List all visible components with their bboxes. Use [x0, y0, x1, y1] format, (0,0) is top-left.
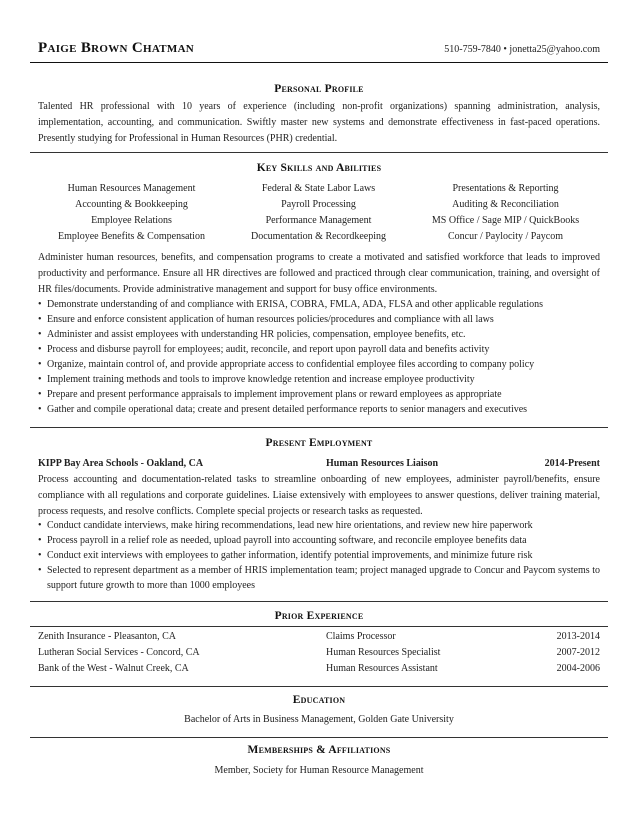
list-item	[38, 372, 600, 387]
skill-item: Federal & State Labor Laws	[261, 183, 376, 194]
job-title: Human Resources Assistant	[326, 663, 438, 674]
list-item	[38, 327, 600, 342]
list-item	[38, 518, 600, 533]
skill-item: Performance Management	[265, 215, 372, 226]
bullet-icon: •	[38, 299, 42, 310]
present-heading: Present Employment	[265, 437, 373, 449]
job-title: Human Resources Liaison	[326, 458, 439, 469]
present-summary: Process accounting and documentation-related tasks to streamline onboarding of new employees, administer payroll/benefits, ensure compliance with all regulations and corporate guidelines. Liaise extensively with employees to answer questions, deliver training material, process requests, and resolve conflicts. Complete special projects or research tasks as requested.	[38, 474, 600, 517]
bullet-icon: •	[38, 404, 42, 415]
list-item-text: Prepare and present performance appraisals to implement improvement plans or reward employees as appropriate	[47, 389, 502, 400]
list-item	[38, 297, 600, 312]
skill-item: Human Resources Management	[67, 183, 196, 194]
skill-item: Payroll Processing	[281, 199, 356, 210]
list-item	[38, 312, 600, 327]
employer-name: Lutheran Social Services - Concord, CA	[38, 647, 200, 658]
list-item	[38, 533, 600, 548]
bullet-icon: •	[38, 565, 42, 576]
candidate-name: Paige Brown Chatman	[38, 40, 195, 56]
employer-name: Bank of the West - Walnut Creek, CA	[38, 663, 189, 674]
education-heading: Education	[292, 694, 346, 706]
prior-heading: Prior Experience	[274, 610, 364, 622]
employer-name: Zenith Insurance - Pleasanton, CA	[38, 631, 177, 642]
skills-bullet-list	[38, 297, 600, 417]
skill-item: Accounting & Bookkeeping	[75, 199, 188, 210]
list-item	[38, 402, 600, 417]
list-item-text: Organize, maintain control of, and provide appropriate access to confidential employee files according to company policy	[47, 359, 535, 370]
header-rule	[30, 62, 608, 63]
list-item	[38, 357, 600, 372]
list-item-text: Conduct exit interviews with employees to gather information, identify potential improvements, and minimize future risk	[47, 550, 533, 561]
list-item	[38, 387, 600, 402]
job-dates: 2014-Present	[544, 458, 600, 469]
skill-item: Presentations & Reporting	[452, 183, 559, 194]
skill-item: MS Office / Sage MIP / QuickBooks	[431, 215, 580, 226]
list-item-text: Conduct candidate interviews, make hiring recommendations, lead new hire orientations, and review new hire paperwork	[47, 520, 533, 531]
list-item-text: Selected to represent department as a member of HRIS implementation team; project managed upgrade to Concur and Paycom systems to support future growth to more than 1000 employees	[47, 565, 600, 591]
bullet-icon: •	[38, 329, 42, 340]
skill-item: Employee Benefits & Compensation	[58, 231, 205, 242]
list-item-text: Process and disburse payroll for employees; audit, reconcile, and report upon payroll data and benefits activity	[47, 344, 490, 355]
profile-heading: Personal Profile	[274, 83, 364, 95]
skills-grid	[38, 181, 600, 245]
table-row	[38, 647, 600, 663]
job-title: Human Resources Specialist	[326, 647, 441, 658]
list-item-text: Administer and assist employees with understanding HR policies, compensation, employee benefits, etc.	[47, 329, 466, 340]
bullet-icon: •	[38, 535, 42, 546]
skills-row	[38, 213, 600, 229]
list-item	[38, 342, 600, 357]
bullet-icon: •	[38, 374, 42, 385]
section-rule	[30, 601, 608, 602]
section-rule	[30, 737, 608, 738]
bullet-icon: •	[38, 520, 42, 531]
table-row	[38, 663, 600, 679]
skills-summary: Administer human resources, benefits, and compensation programs to create a motivated and satisfied workforce that leads to improved productivity and performance. Ensure all HR directives are followed and practiced through clear communication, training, and oversight of HR files/documents. Provide administrative management and support for busy office environments.	[38, 252, 600, 295]
skill-item: Employee Relations	[91, 215, 172, 226]
contact-info: 510-759-7840 • jonetta25@yahoo.com	[444, 44, 600, 55]
membership-text: Member, Society for Human Resource Management	[214, 765, 424, 776]
bullet-icon: •	[38, 359, 42, 370]
skills-heading: Key Skills and Abilities	[256, 162, 382, 174]
employer-name: KIPP Bay Area Schools - Oakland, CA	[38, 458, 204, 469]
skills-row	[38, 229, 600, 245]
section-rule	[30, 152, 608, 153]
skills-row	[38, 181, 600, 197]
list-item-text: Ensure and enforce consistent application of human resources policies/procedures and compliance with all laws	[47, 314, 494, 325]
job-dates: 2013-2014	[556, 631, 600, 642]
bullet-icon: •	[38, 389, 42, 400]
list-item-text: Gather and compile operational data; create and present detailed performance reports to senior managers and executives	[47, 404, 528, 415]
section-rule	[30, 686, 608, 687]
bullet-icon: •	[38, 344, 42, 355]
skills-row	[38, 197, 600, 213]
skill-item: Auditing & Reconciliation	[452, 199, 559, 210]
table-row	[38, 631, 600, 647]
profile-text: Talented HR professional with 10 years of experience (including non-profit organizations) spanning administration, analysis, implementation, accounting, and communication. Swiftly master new systems and demonstrate effectiveness in fast-paced operations. Presently studying for Professional in Human Resources (PHR) credential.	[38, 101, 600, 144]
list-item-text: Process payroll in a relief role as needed, upload payroll into accounting software, and reconcile employee benefits data	[47, 535, 527, 546]
skill-item: Concur / Paylocity / Paycom	[448, 231, 563, 242]
present-bullet-list	[38, 518, 600, 593]
bullet-icon: •	[38, 314, 42, 325]
list-item-text: Implement training methods and tools to improve knowledge retention and increase employee productivity	[47, 374, 475, 385]
skill-item: Documentation & Recordkeeping	[251, 231, 386, 242]
job-dates: 2004-2006	[556, 663, 600, 674]
bullet-icon: •	[38, 550, 42, 561]
list-item	[38, 563, 600, 593]
list-item	[38, 548, 600, 563]
section-rule	[30, 626, 608, 627]
job-title: Claims Processor	[326, 631, 396, 642]
list-item-text: Demonstrate understanding of and compliance with ERISA, COBRA, FMLA, ADA, FLSA and other applicable regulations	[47, 299, 544, 310]
job-dates: 2007-2012	[556, 647, 600, 658]
resume-header	[38, 40, 600, 62]
degree-text: Bachelor of Arts in Business Management, Golden Gate University	[184, 714, 454, 725]
memberships-heading: Memberships & Affiliations	[247, 744, 391, 756]
section-rule	[30, 427, 608, 428]
